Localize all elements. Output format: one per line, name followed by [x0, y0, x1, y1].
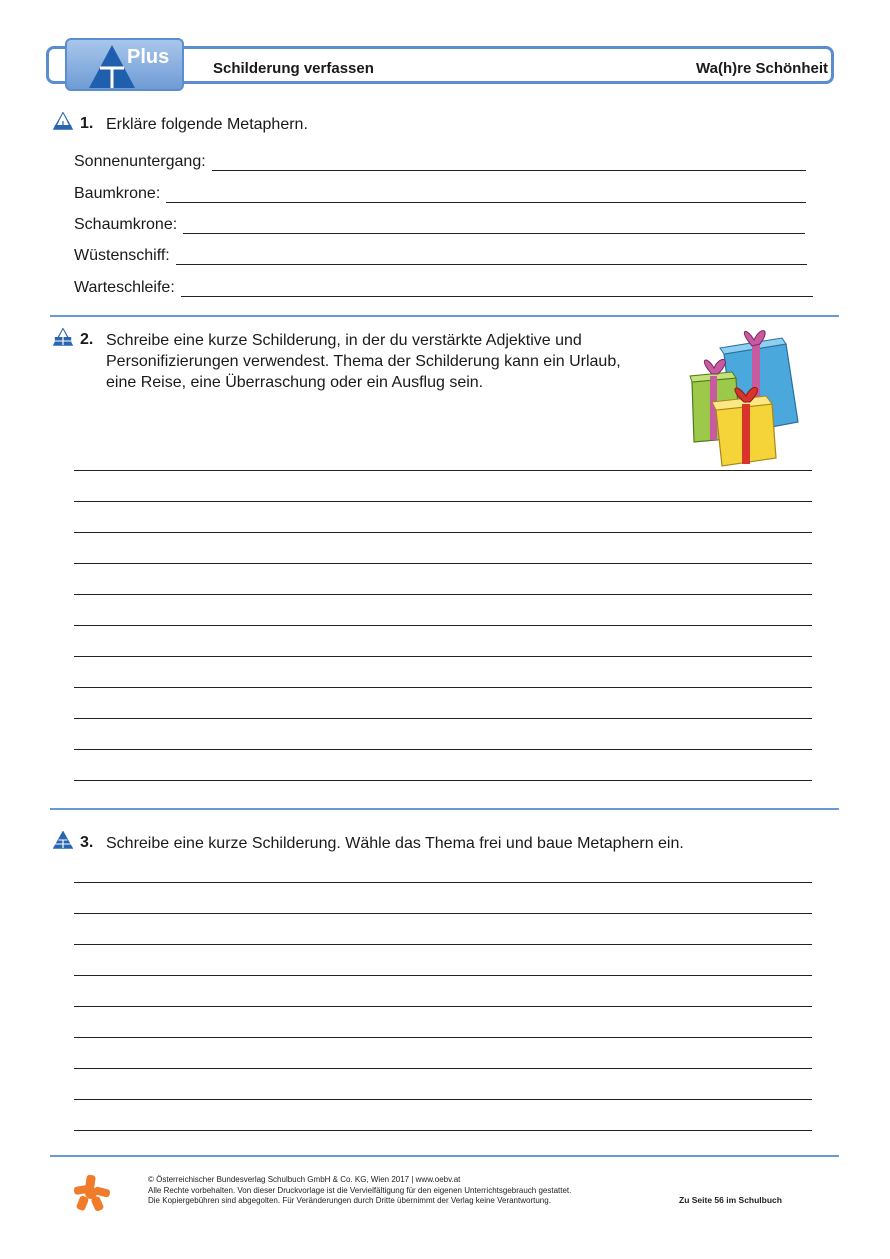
writing-line[interactable]	[74, 1130, 812, 1131]
metaphor-row	[74, 153, 806, 171]
writing-line[interactable]	[74, 532, 812, 533]
copyright-line: Die Kopiergebühren sind abgegolten. Für Veränderungen durch Dritte übernimmt der Verlag keine Verantwortung.	[148, 1196, 551, 1205]
answer-line[interactable]	[183, 219, 805, 234]
copyright-line: © Österreichischer Bundesverlag Schulbuch GmbH & Co. KG, Wien 2017 | www.oebv.at	[148, 1175, 461, 1184]
unit-title: Wa(h)re Schönheit	[696, 60, 828, 77]
task-2-instruction	[106, 330, 696, 393]
instruction-line: Schreibe eine kurze Schilderung, in der du verstärkte Adjektive und	[106, 332, 582, 349]
section-divider	[50, 808, 839, 810]
metaphor-label: Warteschleife:	[74, 279, 175, 296]
instruction-line: eine Reise, eine Überraschung oder ein Ausflug sein.	[106, 374, 484, 391]
writing-line[interactable]	[74, 1068, 812, 1069]
writing-line[interactable]	[74, 687, 812, 688]
metaphor-label: Schaumkrone:	[74, 216, 178, 233]
metaphor-label: Baumkrone:	[74, 185, 161, 202]
answer-line[interactable]	[181, 282, 813, 297]
copyright-notice	[148, 1175, 571, 1207]
task-2-number: 2.	[80, 331, 94, 348]
writing-line[interactable]	[74, 656, 812, 657]
metaphor-label: Sonnenuntergang:	[74, 153, 206, 170]
section-divider	[50, 315, 839, 317]
writing-line[interactable]	[74, 1006, 812, 1007]
writing-line[interactable]	[74, 944, 812, 945]
writing-line[interactable]	[74, 501, 812, 502]
writing-line[interactable]	[74, 749, 812, 750]
task-1-instruction: Erkläre folgende Metaphern.	[106, 116, 308, 133]
difficulty-level-2-icon	[53, 328, 73, 346]
writing-line[interactable]	[74, 1099, 812, 1100]
footer-divider	[50, 1155, 839, 1157]
gift-boxes-illustration	[686, 326, 804, 470]
task-3-number: 3.	[80, 834, 94, 851]
difficulty-level-1-icon	[53, 112, 73, 130]
metaphor-row	[74, 247, 807, 265]
answer-line[interactable]	[166, 188, 806, 203]
textbook-reference: Zu Seite 56 im Schulbuch	[679, 1195, 782, 1205]
task-3-instruction: Schreibe eine kurze Schilderung. Wähle das Thema frei und baue Metaphern ein.	[106, 835, 684, 852]
writing-line[interactable]	[74, 625, 812, 626]
metaphor-row	[74, 185, 806, 203]
writing-line[interactable]	[74, 718, 812, 719]
writing-line[interactable]	[74, 470, 812, 471]
writing-line[interactable]	[74, 1037, 812, 1038]
writing-line[interactable]	[74, 563, 812, 564]
writing-line[interactable]	[74, 780, 812, 781]
metaphor-label: Wüstenschiff:	[74, 247, 170, 264]
plus-logo	[65, 38, 184, 91]
copyright-line: Alle Rechte vorbehalten. Von dieser Druckvorlage ist die Vervielfältigung für den eigenen Unterrichtsgebrauch gestattet.	[148, 1185, 572, 1195]
answer-line[interactable]	[176, 250, 807, 265]
difficulty-level-3-icon	[53, 831, 73, 849]
writing-line[interactable]	[74, 882, 812, 883]
metaphor-row	[74, 216, 805, 234]
instruction-line: Personifizierungen verwendest. Thema der Schilderung kann ein Urlaub,	[106, 353, 621, 370]
metaphor-row	[74, 279, 813, 297]
publisher-star-logo	[72, 1174, 112, 1212]
page-title: Schilderung verfassen	[213, 60, 374, 77]
writing-line[interactable]	[74, 913, 812, 914]
writing-line[interactable]	[74, 975, 812, 976]
answer-line[interactable]	[212, 156, 806, 171]
task-1-number: 1.	[80, 115, 94, 132]
logo-label: Plus	[127, 46, 170, 68]
writing-line[interactable]	[74, 594, 812, 595]
